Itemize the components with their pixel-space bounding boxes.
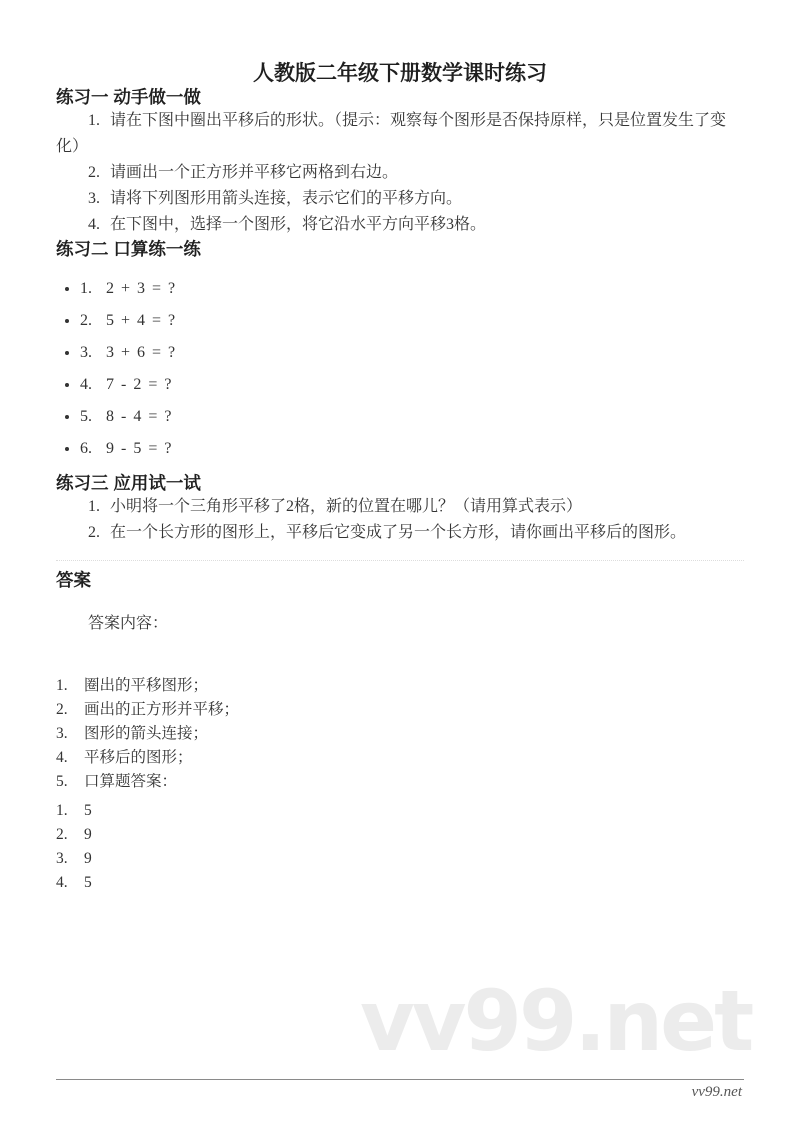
- result-value: 9: [84, 826, 92, 843]
- section-exercise-3: [56, 472, 744, 546]
- watermark-text: vv99.net: [360, 972, 752, 1070]
- answers-intro: 答案内容：: [88, 615, 169, 632]
- section-answers: [56, 560, 744, 895]
- answer-text: 平移后的图形；: [84, 749, 193, 766]
- oral-math-item: [80, 376, 744, 393]
- item-number: 5.: [80, 408, 92, 425]
- oral-math-item: [80, 408, 744, 425]
- item-number: 1.: [88, 112, 100, 129]
- section-exercise-1: [56, 86, 744, 238]
- item-text: 小明将一个三角形平移了2格，新的位置在哪儿？（请用算式表示）: [110, 498, 583, 515]
- answer-text: 图形的箭头连接；: [84, 725, 209, 742]
- math-expression: 8 - 4 = ?: [106, 408, 173, 425]
- exercise1-item-3: [56, 186, 744, 212]
- item-number: 4.: [56, 874, 68, 891]
- exercise1-item-4: [56, 212, 744, 238]
- page-title: 人教版二年级下册数学课时练习: [253, 62, 547, 85]
- section-exercise-2: [56, 238, 744, 457]
- item-number: 2.: [56, 701, 68, 718]
- answer-item: [56, 698, 744, 722]
- answer-summary-list: [56, 674, 744, 794]
- item-number: 6.: [80, 440, 92, 457]
- result-item: [56, 871, 744, 895]
- item-number: 5.: [56, 773, 68, 790]
- item-number: 2.: [88, 524, 100, 541]
- exercise1-item-1: [56, 108, 744, 160]
- section-3-heading: 练习三 应用试一试: [56, 473, 201, 493]
- item-number: 1.: [88, 498, 100, 515]
- oral-math-item: [80, 440, 744, 457]
- answer-item: [56, 770, 744, 794]
- item-number: 3.: [80, 344, 92, 361]
- item-text: 请将下列图形用箭头连接，表示它们的平移方向。: [110, 190, 463, 207]
- oral-math-results-list: [56, 799, 744, 895]
- answer-item: [56, 722, 744, 746]
- result-value: 5: [84, 802, 92, 819]
- item-text: 请画出一个正方形并平移它两格到右边。: [110, 164, 399, 181]
- oral-math-item: [80, 344, 744, 361]
- result-value: 9: [84, 850, 92, 867]
- item-number: 1.: [80, 280, 92, 297]
- result-value: 5: [84, 874, 92, 891]
- oral-math-item: [80, 280, 744, 297]
- exercise1-item-2: [56, 160, 744, 186]
- item-number: 4.: [56, 749, 68, 766]
- oral-math-item: [80, 312, 744, 329]
- answer-text: 画出的正方形并平移；: [84, 701, 240, 718]
- item-text: 请在下图中圈出平移后的形状。（提示：观察每个图形是否保持原样，只是位置发生了变化）: [56, 112, 727, 155]
- item-text: 在一个长方形的图形上，平移后它变成了另一个长方形，请你画出平移后的图形。: [110, 524, 687, 541]
- math-expression: 9 - 5 = ?: [106, 440, 173, 457]
- item-number: 2.: [80, 312, 92, 329]
- item-text: 在下图中，选择一个图形，将它沿水平方向平移3格。: [110, 216, 487, 233]
- item-number: 4.: [80, 376, 92, 393]
- section-2-heading: 练习二 口算练一练: [56, 239, 201, 259]
- answer-item: [56, 674, 744, 698]
- section-divider: [56, 560, 744, 561]
- result-item: [56, 823, 744, 847]
- item-number: 2.: [56, 826, 68, 843]
- exercise3-item-1: [56, 494, 744, 520]
- item-number: 1.: [56, 677, 68, 694]
- footer-site-label: vv99.net: [691, 1084, 742, 1100]
- result-item: [56, 799, 744, 823]
- item-number: 3.: [56, 850, 68, 867]
- section-1-heading: 练习一 动手做一做: [56, 87, 201, 107]
- item-number: 4.: [88, 216, 100, 233]
- math-expression: 3 + 6 = ?: [106, 344, 177, 361]
- oral-math-list: [56, 280, 744, 457]
- result-item: [56, 847, 744, 871]
- footer-divider: [56, 1079, 744, 1080]
- math-expression: 5 + 4 = ?: [106, 312, 177, 329]
- exercise3-item-2: [56, 520, 744, 546]
- item-number: 3.: [88, 190, 100, 207]
- math-expression: 2 + 3 = ?: [106, 280, 177, 297]
- math-expression: 7 - 2 = ?: [106, 376, 173, 393]
- answer-text: 圈出的平移图形；: [84, 677, 209, 694]
- item-number: 2.: [88, 164, 100, 181]
- answer-item: [56, 746, 744, 770]
- item-number: 3.: [56, 725, 68, 742]
- answers-heading: 答案: [56, 570, 91, 590]
- item-number: 1.: [56, 802, 68, 819]
- answer-text: 口算题答案：: [84, 773, 178, 790]
